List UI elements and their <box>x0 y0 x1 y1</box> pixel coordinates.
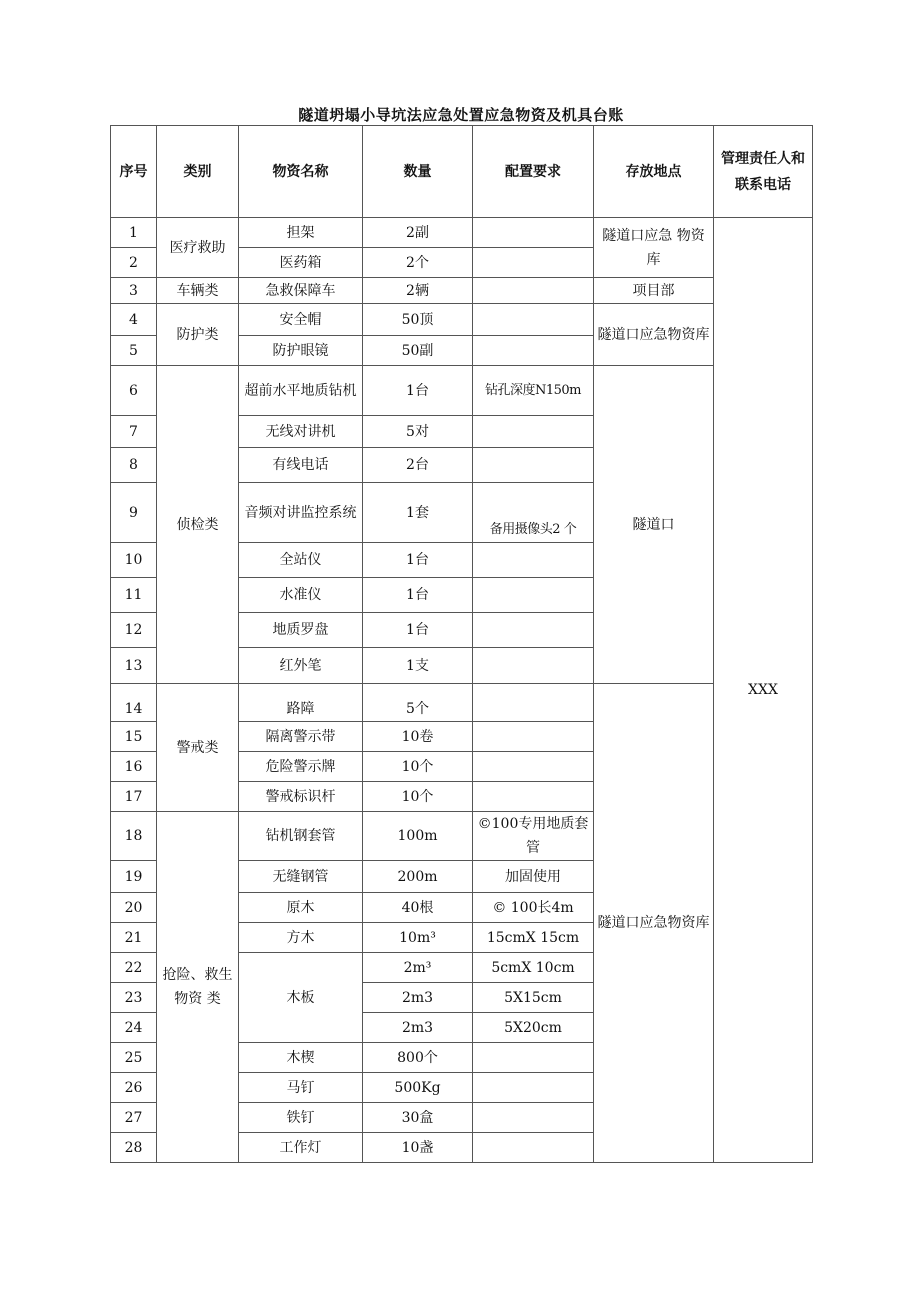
header-manager: 管理责任人和联系电话 <box>714 126 813 218</box>
item-qty: 1台 <box>363 578 473 613</box>
item-qty: 10个 <box>363 752 473 782</box>
row-no: 9 <box>111 483 157 543</box>
item-name: 木板 <box>239 953 363 1043</box>
location-cell: 项目部 <box>594 278 714 304</box>
item-name: 音频对讲监控系统 <box>239 483 363 543</box>
item-req: 钻孔深度N150m <box>473 366 594 416</box>
table-row <box>111 278 813 304</box>
item-qty: 100m <box>363 812 473 861</box>
category-cell: 抢险、救生物资 类 <box>157 812 239 1163</box>
row-no: 10 <box>111 543 157 578</box>
item-req: 备用摄像头2 个 <box>473 483 594 543</box>
item-qty: 30盒 <box>363 1103 473 1133</box>
item-name: 超前水平地质钻机 <box>239 366 363 416</box>
item-name: 铁钉 <box>239 1103 363 1133</box>
row-no: 1 <box>111 218 157 248</box>
category-cell: 警戒类 <box>157 684 239 812</box>
item-qty: 800个 <box>363 1043 473 1073</box>
item-req: 5X15cm <box>473 983 594 1013</box>
item-req: 15cmX 15cm <box>473 923 594 953</box>
item-req <box>473 1073 594 1103</box>
location-cell: 隧道口应急物资库 <box>594 684 714 1163</box>
document-title: 隧道坍塌小导坑法应急处置应急物资及机具台账 <box>298 106 624 124</box>
item-qty: 2m3 <box>363 983 473 1013</box>
item-req: 加固使用 <box>473 861 594 893</box>
row-no: 3 <box>111 278 157 304</box>
item-name: 无线对讲机 <box>239 416 363 448</box>
item-qty: 10卷 <box>363 722 473 752</box>
row-no: 21 <box>111 923 157 953</box>
header-no: 序号 <box>111 126 157 218</box>
item-qty: 40根 <box>363 893 473 923</box>
row-no: 12 <box>111 613 157 648</box>
item-qty: 2m3 <box>363 1013 473 1043</box>
item-req <box>473 1103 594 1133</box>
item-qty: 5个 <box>363 684 473 722</box>
item-name: 无缝钢管 <box>239 861 363 893</box>
category-cell: 防护类 <box>157 304 239 366</box>
row-no: 2 <box>111 248 157 278</box>
row-no: 19 <box>111 861 157 893</box>
location-cell: 隧道口应急 物资库 <box>594 218 714 278</box>
item-name: 安全帽 <box>239 304 363 336</box>
header-row <box>111 126 813 218</box>
item-name: 水准仪 <box>239 578 363 613</box>
item-name: 红外笔 <box>239 648 363 684</box>
row-no: 16 <box>111 752 157 782</box>
item-req <box>473 304 594 336</box>
item-qty: 2副 <box>363 218 473 248</box>
item-qty: 10个 <box>363 782 473 812</box>
item-qty: 500Kg <box>363 1073 473 1103</box>
row-no: 28 <box>111 1133 157 1163</box>
row-no: 14 <box>111 684 157 722</box>
item-req <box>473 248 594 278</box>
item-qty: 1台 <box>363 543 473 578</box>
item-name: 警戒标识杆 <box>239 782 363 812</box>
item-req <box>473 684 594 722</box>
row-no: 24 <box>111 1013 157 1043</box>
row-no: 6 <box>111 366 157 416</box>
item-qty: 200m <box>363 861 473 893</box>
row-no: 15 <box>111 722 157 752</box>
item-req: © 100长4m <box>473 893 594 923</box>
row-no: 18 <box>111 812 157 861</box>
item-req <box>473 543 594 578</box>
row-no: 22 <box>111 953 157 983</box>
item-qty: 2台 <box>363 448 473 483</box>
row-no: 20 <box>111 893 157 923</box>
item-qty: 2个 <box>363 248 473 278</box>
item-req <box>473 218 594 248</box>
item-req <box>473 1043 594 1073</box>
item-name: 马钉 <box>239 1073 363 1103</box>
category-cell: 医疗救助 <box>157 218 239 278</box>
item-qty: 1套 <box>363 483 473 543</box>
item-name: 医药箱 <box>239 248 363 278</box>
row-no: 5 <box>111 336 157 366</box>
item-name: 原木 <box>239 893 363 923</box>
item-qty: 5对 <box>363 416 473 448</box>
category-cell: 车辆类 <box>157 278 239 304</box>
row-no: 13 <box>111 648 157 684</box>
row-no: 11 <box>111 578 157 613</box>
item-req <box>473 578 594 613</box>
header-item-name: 物资名称 <box>239 126 363 218</box>
item-qty: 2辆 <box>363 278 473 304</box>
item-qty: 1支 <box>363 648 473 684</box>
item-req: ©100专用地质套管 <box>473 812 594 861</box>
item-qty: 50副 <box>363 336 473 366</box>
item-req <box>473 782 594 812</box>
item-req <box>473 1133 594 1163</box>
item-req: 5X20cm <box>473 1013 594 1043</box>
item-name: 危险警示牌 <box>239 752 363 782</box>
row-no: 4 <box>111 304 157 336</box>
header-location: 存放地点 <box>594 126 714 218</box>
header-quantity: 数量 <box>363 126 473 218</box>
row-no: 8 <box>111 448 157 483</box>
row-no: 17 <box>111 782 157 812</box>
header-requirement: 配置要求 <box>473 126 594 218</box>
location-cell: 隧道口 <box>594 366 714 684</box>
item-name: 急救保障车 <box>239 278 363 304</box>
table-row <box>111 684 813 722</box>
item-req <box>473 752 594 782</box>
category-cell: 侦检类 <box>157 366 239 684</box>
row-no: 25 <box>111 1043 157 1073</box>
item-name: 路障 <box>239 684 363 722</box>
row-no: 7 <box>111 416 157 448</box>
table-row <box>111 366 813 416</box>
header-category: 类别 <box>157 126 239 218</box>
row-no: 27 <box>111 1103 157 1133</box>
item-req <box>473 448 594 483</box>
item-req <box>473 416 594 448</box>
item-name: 全站仪 <box>239 543 363 578</box>
item-name: 隔离警示带 <box>239 722 363 752</box>
item-req <box>473 648 594 684</box>
item-qty: 50顶 <box>363 304 473 336</box>
row-no: 26 <box>111 1073 157 1103</box>
item-qty: 1台 <box>363 366 473 416</box>
table-row <box>111 218 813 248</box>
item-name: 方木 <box>239 923 363 953</box>
item-qty: 1台 <box>363 613 473 648</box>
item-name: 担架 <box>239 218 363 248</box>
item-name: 防护眼镜 <box>239 336 363 366</box>
item-name: 木楔 <box>239 1043 363 1073</box>
item-req <box>473 613 594 648</box>
item-req: 5cmX 10cm <box>473 953 594 983</box>
item-req <box>473 336 594 366</box>
location-cell: 隧道口应急物资库 <box>594 304 714 366</box>
item-name: 钻机钢套管 <box>239 812 363 861</box>
item-req <box>473 722 594 752</box>
item-qty: 10盏 <box>363 1133 473 1163</box>
item-name: 有线电话 <box>239 448 363 483</box>
item-qty: 2m³ <box>363 953 473 983</box>
manager-cell: XXX <box>714 218 813 1163</box>
item-req <box>473 278 594 304</box>
row-no: 23 <box>111 983 157 1013</box>
table-row <box>111 304 813 336</box>
item-name: 工作灯 <box>239 1133 363 1163</box>
ledger-table <box>110 125 813 1163</box>
item-name: 地质罗盘 <box>239 613 363 648</box>
item-qty: 10m³ <box>363 923 473 953</box>
